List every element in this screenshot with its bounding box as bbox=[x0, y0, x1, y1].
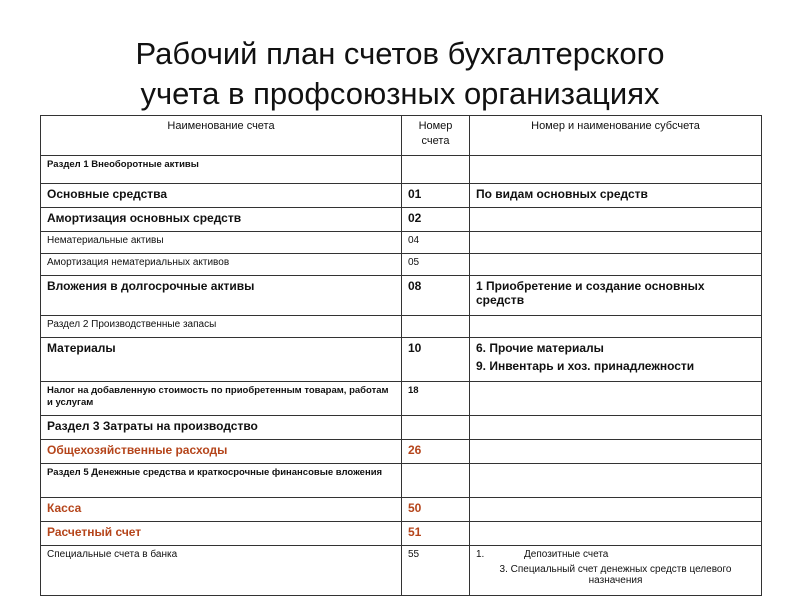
subaccount-cell bbox=[470, 464, 762, 498]
subaccount-cell bbox=[470, 498, 762, 522]
table-row bbox=[41, 464, 762, 498]
account-number bbox=[402, 416, 470, 440]
table-row bbox=[41, 416, 762, 440]
account-name: Касса bbox=[41, 498, 402, 522]
account-name: Вложения в долгосрочные активы bbox=[41, 276, 402, 316]
table-row bbox=[41, 440, 762, 464]
subaccount-cell bbox=[470, 440, 762, 464]
account-number: 04 bbox=[402, 232, 470, 254]
account-name: Специальные счета в банка bbox=[41, 546, 402, 596]
table-row bbox=[41, 498, 762, 522]
title-line-1: Рабочий план счетов бухгалтерского bbox=[135, 36, 665, 71]
account-number: 50 bbox=[402, 498, 470, 522]
accounts-table bbox=[40, 115, 762, 596]
account-number bbox=[402, 464, 470, 498]
account-number: 51 bbox=[402, 522, 470, 546]
table-row bbox=[41, 546, 762, 596]
subaccount-item: 3. Специальный счет денежных средств целевого назначения bbox=[499, 564, 732, 586]
page-title bbox=[0, 34, 800, 114]
subaccount-item: 1 Приобретение и создание основных средств bbox=[476, 279, 705, 307]
subaccount-cell bbox=[470, 338, 762, 382]
account-number bbox=[402, 316, 470, 338]
account-name: Нематериальные активы bbox=[41, 232, 402, 254]
subaccount-cell bbox=[470, 276, 762, 316]
account-name: Раздел 1 Внеоборотные активы bbox=[41, 156, 402, 184]
table-row bbox=[41, 208, 762, 232]
subaccount-item-number: 1. bbox=[476, 549, 485, 560]
header-account-name: Наименование счета bbox=[41, 116, 402, 156]
account-name: Амортизация основных средств bbox=[41, 208, 402, 232]
subaccount-item: 6. Прочие материалы bbox=[476, 341, 604, 355]
subaccount-cell bbox=[470, 208, 762, 232]
account-number: 05 bbox=[402, 254, 470, 276]
subaccount-cell bbox=[470, 382, 762, 416]
table-row bbox=[41, 184, 762, 208]
account-name: Амортизация нематериальных активов bbox=[41, 254, 402, 276]
subaccount-cell bbox=[470, 254, 762, 276]
subaccount-cell bbox=[470, 232, 762, 254]
subaccount-item-label: Депозитные счета bbox=[524, 549, 609, 560]
account-number bbox=[402, 156, 470, 184]
account-number: 01 bbox=[402, 184, 470, 208]
title-line-2: учета в профсоюзных организациях bbox=[140, 76, 660, 111]
subaccount-cell bbox=[470, 316, 762, 338]
account-number: 55 bbox=[402, 546, 470, 596]
subaccount-item bbox=[476, 549, 755, 560]
table-row bbox=[41, 156, 762, 184]
subaccount-cell bbox=[470, 546, 762, 596]
subaccount-cell bbox=[470, 416, 762, 440]
table-row bbox=[41, 254, 762, 276]
account-number: 26 bbox=[402, 440, 470, 464]
subaccount-item: 9. Инвентарь и хоз. принадлежности bbox=[476, 359, 695, 373]
table-row bbox=[41, 276, 762, 316]
account-number: 10 bbox=[402, 338, 470, 382]
table-row bbox=[41, 522, 762, 546]
account-name: Раздел 5 Денежные средства и краткосрочные финансовые вложения bbox=[41, 464, 402, 498]
header-subaccount: Номер и наименование субсчета bbox=[470, 116, 762, 156]
subaccount-cell bbox=[470, 184, 762, 208]
account-number: 18 bbox=[402, 382, 470, 416]
account-name: Раздел 2 Производственные запасы bbox=[41, 316, 402, 338]
subaccount-cell bbox=[470, 156, 762, 184]
account-name: Налог на добавленную стоимость по приобретенным товарам, работам и услугам bbox=[41, 382, 402, 416]
account-name: Основные средства bbox=[41, 184, 402, 208]
table-row bbox=[41, 232, 762, 254]
table-row bbox=[41, 316, 762, 338]
subaccount-cell bbox=[470, 522, 762, 546]
account-number: 08 bbox=[402, 276, 470, 316]
table-header-row bbox=[41, 116, 762, 156]
table-row bbox=[41, 382, 762, 416]
subaccount-item: По видам основных средств bbox=[476, 187, 648, 201]
account-number: 02 bbox=[402, 208, 470, 232]
account-name: Материалы bbox=[41, 338, 402, 382]
account-name: Расчетный счет bbox=[41, 522, 402, 546]
account-name: Общехозяйственные расходы bbox=[41, 440, 402, 464]
header-account-number: Номер счета bbox=[402, 116, 470, 156]
table-row bbox=[41, 338, 762, 382]
account-name: Раздел 3 Затраты на производство bbox=[41, 416, 402, 440]
